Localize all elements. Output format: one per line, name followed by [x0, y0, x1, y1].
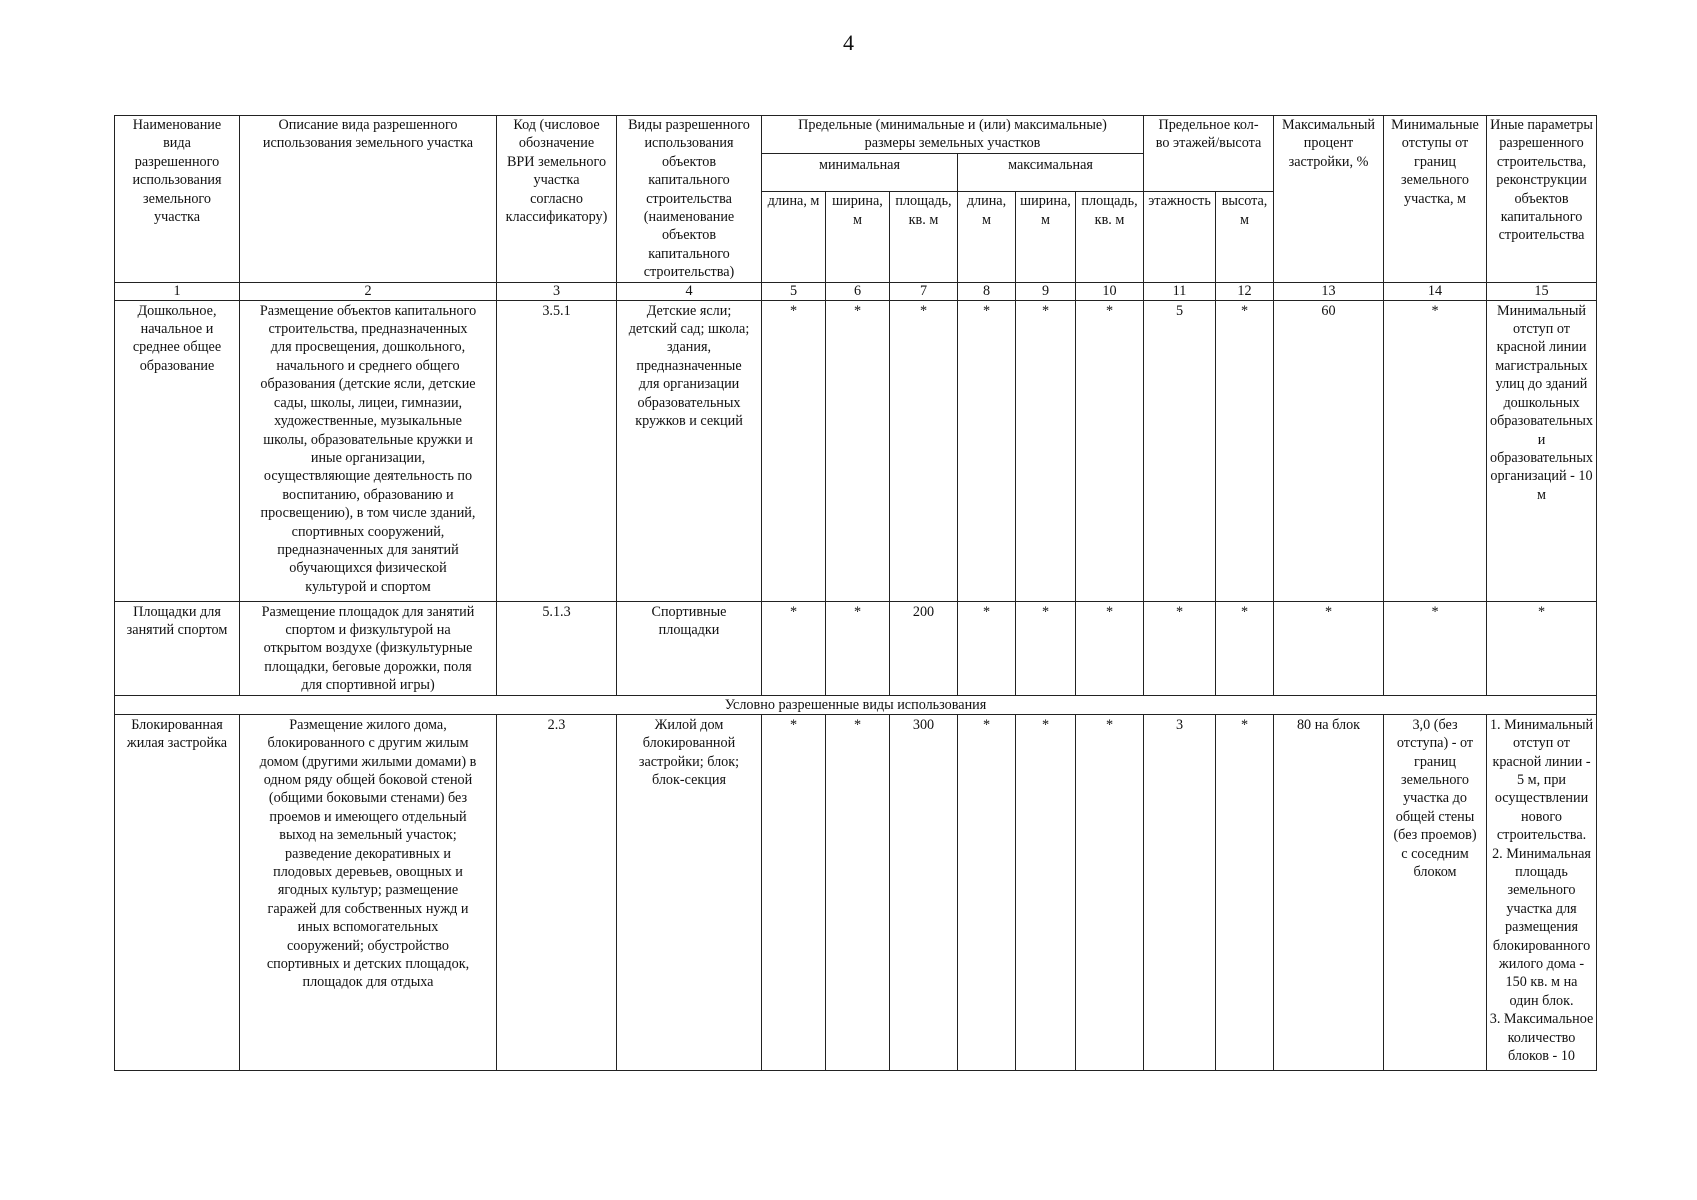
text-line: капитального: [1500, 209, 1583, 226]
text-line: использования: [132, 172, 222, 189]
text-line: одном ряду общей боковой стеной: [263, 771, 473, 788]
use-kinds: [617, 601, 762, 695]
cell-value: *: [958, 300, 1016, 601]
text-line: участка, м: [1403, 190, 1467, 207]
text-line: блоком: [1413, 863, 1457, 880]
text-line: ягодных культур; размещение: [277, 882, 459, 899]
cell-value: *: [1384, 601, 1487, 695]
text-line: детский сад; школа;: [628, 321, 750, 338]
text-line: сооружений; обустройство: [287, 937, 449, 954]
cell-value: *: [826, 300, 890, 601]
text-line: просвещению), в том числе зданий,: [260, 505, 476, 522]
text-line: Дошкольное,: [137, 302, 217, 319]
text-line: домом (другими жилыми домами) в: [259, 753, 477, 770]
cell-value: 60: [1274, 300, 1384, 601]
text-line: Иные параметры: [1490, 117, 1593, 133]
text-line: длина,: [966, 193, 1007, 210]
text-line: улиц до зданий: [1495, 376, 1588, 393]
text-line: 3. Максимальное: [1489, 1011, 1594, 1028]
text-line: процент: [1303, 135, 1354, 152]
text-line: открытом воздухе (физкультурные: [263, 640, 473, 657]
column-number: 10: [1076, 282, 1144, 300]
header-other-params: [1487, 116, 1597, 283]
use-description: [240, 714, 497, 1070]
text-line: Предельное кол-: [1158, 117, 1259, 133]
text-line: предназначенные: [636, 357, 742, 374]
text-line: отступ от: [1513, 321, 1570, 338]
header-description: [240, 116, 497, 283]
text-line: ВРИ земельного: [506, 153, 607, 170]
text-line: Спортивные: [651, 603, 727, 620]
text-line: строительства.: [1496, 827, 1587, 844]
text-line: объектов: [661, 153, 717, 170]
cell-value: *: [890, 300, 958, 601]
text-line: иные организации,: [310, 449, 426, 466]
text-line: художественные, музыкальные: [274, 413, 462, 430]
text-line: Код (числовое: [513, 117, 600, 133]
cell-value: *: [1384, 300, 1487, 601]
text-line: Максимальный: [1282, 117, 1375, 133]
text-line: обучающихся физической: [289, 560, 447, 577]
text-line: здания,: [666, 339, 712, 356]
text-line: спортивных сооружений,: [291, 523, 445, 540]
column-number: 13: [1274, 282, 1384, 300]
header-min-setbacks: [1384, 116, 1487, 283]
text-line: красной линии -: [1492, 753, 1591, 770]
header-limits: [762, 116, 1144, 154]
text-line: застройки, %: [1288, 153, 1369, 170]
column-number: 12: [1216, 282, 1274, 300]
cell-value: *: [1216, 601, 1274, 695]
text-line: высота,: [1221, 193, 1268, 210]
table-row: [115, 601, 1597, 695]
text-line: границ: [1414, 753, 1457, 770]
text-line: площадки, беговые дорожки, поля: [264, 658, 472, 675]
text-line: реконструкции: [1496, 172, 1587, 189]
land-use-table: [114, 115, 1597, 1071]
text-line: среднее общее: [132, 339, 222, 356]
text-line: (без проемов): [1393, 827, 1477, 844]
other-params: [1487, 714, 1597, 1070]
text-line: иных вспомогательных: [297, 919, 439, 936]
text-line: общей стены: [1395, 808, 1475, 825]
text-line: жилая застройка: [126, 735, 228, 752]
text-line: капитального: [648, 245, 730, 262]
text-line: строительства, предназначенных: [268, 321, 468, 338]
text-line: 2. Минимальная: [1492, 845, 1591, 862]
text-line: земельного: [1507, 882, 1576, 899]
text-line: школы, образовательные кружки и: [263, 431, 473, 448]
column-number: 8: [958, 282, 1016, 300]
text-line: 150 кв. м на: [1505, 974, 1578, 991]
text-line: для организации: [638, 376, 740, 393]
cell-value: *: [1216, 300, 1274, 601]
header-max: максимальная: [958, 154, 1144, 192]
header-width-min: [826, 192, 890, 283]
text-line: блок-секция: [651, 771, 727, 788]
text-line: Размещение жилого дома,: [289, 716, 447, 733]
text-line: кв. м: [1094, 211, 1125, 228]
text-line: для просвещения, дошкольного,: [270, 339, 466, 356]
header-code: [497, 116, 617, 283]
text-line: земельного: [143, 190, 211, 207]
text-line: площадки: [658, 622, 720, 639]
table-row: [115, 714, 1597, 1070]
header-length-min: [762, 192, 826, 283]
header-floors-height: [1144, 116, 1274, 192]
column-number: 7: [890, 282, 958, 300]
text-line: образования (детские ясли, детские: [260, 376, 476, 393]
text-line: 5 м, при: [1517, 771, 1567, 788]
other-params: [1487, 601, 1597, 695]
text-line: блокированного: [1492, 937, 1591, 954]
text-line: воспитанию, образованию и: [282, 486, 454, 503]
text-line: количество: [1507, 1029, 1576, 1046]
use-name: [115, 300, 240, 601]
header-name: [115, 116, 240, 283]
text-line: участка до: [1403, 790, 1467, 807]
text-line: разрешенного: [134, 153, 220, 170]
other-params: [1487, 300, 1597, 601]
cell-value: *: [1216, 714, 1274, 1070]
text-line: плодовых деревьев, овощных и: [273, 863, 463, 880]
section-title: Условно разрешенные виды использования: [115, 695, 1597, 714]
cell-value: *: [1016, 714, 1076, 1070]
page-number: 4: [843, 30, 854, 55]
text-line: кв. м: [908, 211, 939, 228]
text-line: организаций - 10: [1490, 468, 1593, 485]
cell-value: *: [762, 300, 826, 601]
text-line: Минимальные: [1391, 117, 1479, 133]
text-line: отступа) - от: [1396, 735, 1474, 752]
header-height: [1216, 192, 1274, 283]
text-line: участка: [154, 209, 200, 226]
use-code: 3.5.1: [497, 300, 617, 601]
use-kinds: [617, 300, 762, 601]
text-line: отступ от: [1513, 735, 1570, 752]
cell-value: 5: [1144, 300, 1216, 601]
text-line: площадок для отдыха: [302, 974, 434, 991]
cell-value: *: [1016, 601, 1076, 695]
text-line: во этажей/высота: [1155, 135, 1262, 152]
text-line: *: [1537, 603, 1546, 620]
text-line: земельного: [1401, 771, 1469, 788]
text-line: длина, м: [767, 193, 820, 210]
text-line: м: [1537, 486, 1546, 503]
text-line: площадь,: [1081, 193, 1138, 210]
use-name: [115, 714, 240, 1070]
text-line: Предельные (минимальные и (или) максимальные): [798, 117, 1107, 133]
text-line: Минимальный: [1497, 302, 1586, 319]
column-number: 11: [1144, 282, 1216, 300]
cell-value: *: [826, 601, 890, 695]
column-number: 4: [617, 282, 762, 300]
column-number: 3: [497, 282, 617, 300]
header-length-max: [958, 192, 1016, 283]
text-line: образовательных: [1490, 413, 1594, 430]
text-line: вида: [163, 135, 191, 152]
cell-value: 300: [890, 714, 958, 1070]
text-line: использования: [644, 135, 734, 152]
text-line: красной линии: [1496, 339, 1587, 356]
text-line: участка: [533, 172, 580, 189]
text-line: строительства: [646, 190, 732, 207]
text-line: строительства,: [1496, 153, 1587, 170]
text-line: образовательных: [637, 394, 741, 411]
use-description: [240, 601, 497, 695]
text-line: размеры земельных участков: [864, 135, 1041, 152]
use-code: 5.1.3: [497, 601, 617, 695]
text-line: один блок.: [1509, 992, 1574, 1009]
text-line: 3,0 (без: [1412, 716, 1458, 733]
text-line: ширина,: [1020, 193, 1071, 210]
header-kinds: [617, 116, 762, 283]
text-line: ширина,: [832, 193, 883, 210]
cell-value: *: [762, 601, 826, 695]
column-number: 5: [762, 282, 826, 300]
text-line: земельного: [1401, 172, 1469, 189]
text-line: Размещение площадок для занятий: [261, 603, 475, 620]
section-row: [115, 695, 1597, 714]
text-line: спортом и физкультурой на: [285, 622, 451, 639]
use-name: [115, 601, 240, 695]
text-line: начального и среднего общего: [276, 357, 460, 374]
text-line: площадь,: [895, 193, 952, 210]
text-line: блокированной: [642, 735, 736, 752]
text-line: образовательных: [1490, 449, 1594, 466]
text-line: дошкольных: [1503, 394, 1580, 411]
text-line: разрешенного: [1499, 135, 1584, 152]
text-line: м: [1041, 211, 1050, 228]
text-line: капитального: [648, 172, 730, 189]
text-line: нового: [1521, 808, 1562, 825]
text-line: Описание вида разрешенного: [278, 117, 458, 133]
text-line: Размещение объектов капитального: [259, 302, 477, 319]
text-line: использования земельного участка: [262, 135, 474, 152]
text-line: культурой и спортом: [305, 578, 431, 595]
text-line: выход на земельный участок;: [279, 827, 457, 844]
cell-value: *: [1076, 601, 1144, 695]
text-line: занятий спортом: [126, 622, 228, 639]
column-numbers-row: [115, 282, 1597, 300]
text-line: жилого дома -: [1498, 955, 1585, 972]
cell-value: *: [1144, 601, 1216, 695]
text-line: магистральных: [1495, 357, 1588, 374]
text-line: спортивных и детских площадок,: [266, 955, 470, 972]
header-max-percent: [1274, 116, 1384, 283]
text-line: размещения: [1505, 919, 1579, 936]
text-line: объектов: [1514, 190, 1569, 207]
text-line: Жилой дом: [654, 716, 724, 733]
text-line: объектов: [661, 227, 717, 244]
text-line: гаражей для собственных нужд и: [267, 900, 469, 917]
text-line: Детские ясли;: [646, 302, 732, 319]
min-setbacks: [1384, 714, 1487, 1070]
text-line: Блокированная: [131, 716, 223, 733]
text-line: м: [1240, 211, 1249, 228]
cell-value: 3: [1144, 714, 1216, 1070]
text-line: (наименование: [643, 209, 735, 226]
cell-value: *: [958, 601, 1016, 695]
use-code: 2.3: [497, 714, 617, 1070]
cell-value: *: [1274, 601, 1384, 695]
text-line: предназначенных для занятий: [277, 541, 459, 558]
table-row: [115, 300, 1597, 601]
header-floors: этажность: [1144, 192, 1216, 283]
text-line: осуществляющие деятельность по: [263, 468, 473, 485]
header-area-max: [1076, 192, 1144, 283]
text-line: сады, школы, лицеи, гимназии,: [273, 394, 463, 411]
text-line: площадь: [1515, 863, 1568, 880]
use-kinds: [617, 714, 762, 1070]
text-line: (общими боковыми стенами) без: [268, 790, 468, 807]
column-number: 2: [240, 282, 497, 300]
cell-value: 80 на блок: [1274, 714, 1384, 1070]
cell-value: *: [1016, 300, 1076, 601]
text-line: проемов и имеющего отдельный: [269, 808, 467, 825]
text-line: участка для: [1506, 900, 1577, 917]
text-line: и: [1537, 431, 1546, 448]
use-description: [240, 300, 497, 601]
text-line: для спортивной игры): [301, 677, 435, 694]
text-line: границ: [1414, 153, 1457, 170]
text-line: согласно: [530, 190, 583, 207]
text-line: отступы от: [1401, 135, 1469, 152]
text-line: Наименование: [132, 117, 222, 133]
header-min: минимальная: [762, 154, 958, 192]
text-line: Площадки для: [133, 603, 221, 620]
text-line: застройки; блок;: [638, 753, 740, 770]
text-line: обозначение: [518, 135, 595, 152]
text-line: образование: [139, 357, 215, 374]
cell-value: *: [958, 714, 1016, 1070]
text-line: с соседним: [1401, 845, 1469, 862]
text-line: разведение декоративных и: [285, 845, 451, 862]
column-number: 15: [1487, 282, 1597, 300]
text-line: м: [982, 211, 991, 228]
text-line: 1. Минимальный: [1489, 716, 1594, 733]
header-row-1: [115, 116, 1597, 137]
column-number: 9: [1016, 282, 1076, 300]
cell-value: 200: [890, 601, 958, 695]
header-width-max: [1016, 192, 1076, 283]
cell-value: *: [826, 714, 890, 1070]
text-line: строительства): [643, 264, 735, 281]
column-number: 6: [826, 282, 890, 300]
header-area-min: [890, 192, 958, 283]
text-line: Виды разрешенного: [628, 117, 750, 133]
cell-value: *: [1076, 714, 1144, 1070]
text-line: блоков - 10: [1508, 1048, 1576, 1064]
text-line: блокированного с другим жилым: [267, 735, 469, 752]
text-line: осуществлении: [1494, 790, 1589, 807]
cell-value: *: [1076, 300, 1144, 601]
text-line: кружков и секций: [635, 413, 743, 430]
cell-value: *: [762, 714, 826, 1070]
column-number: 14: [1384, 282, 1487, 300]
column-number: 1: [115, 282, 240, 300]
text-line: начальное и: [140, 321, 214, 338]
text-line: классификатору): [505, 209, 608, 226]
text-line: м: [853, 211, 862, 228]
text-line: строительства: [1498, 227, 1585, 244]
